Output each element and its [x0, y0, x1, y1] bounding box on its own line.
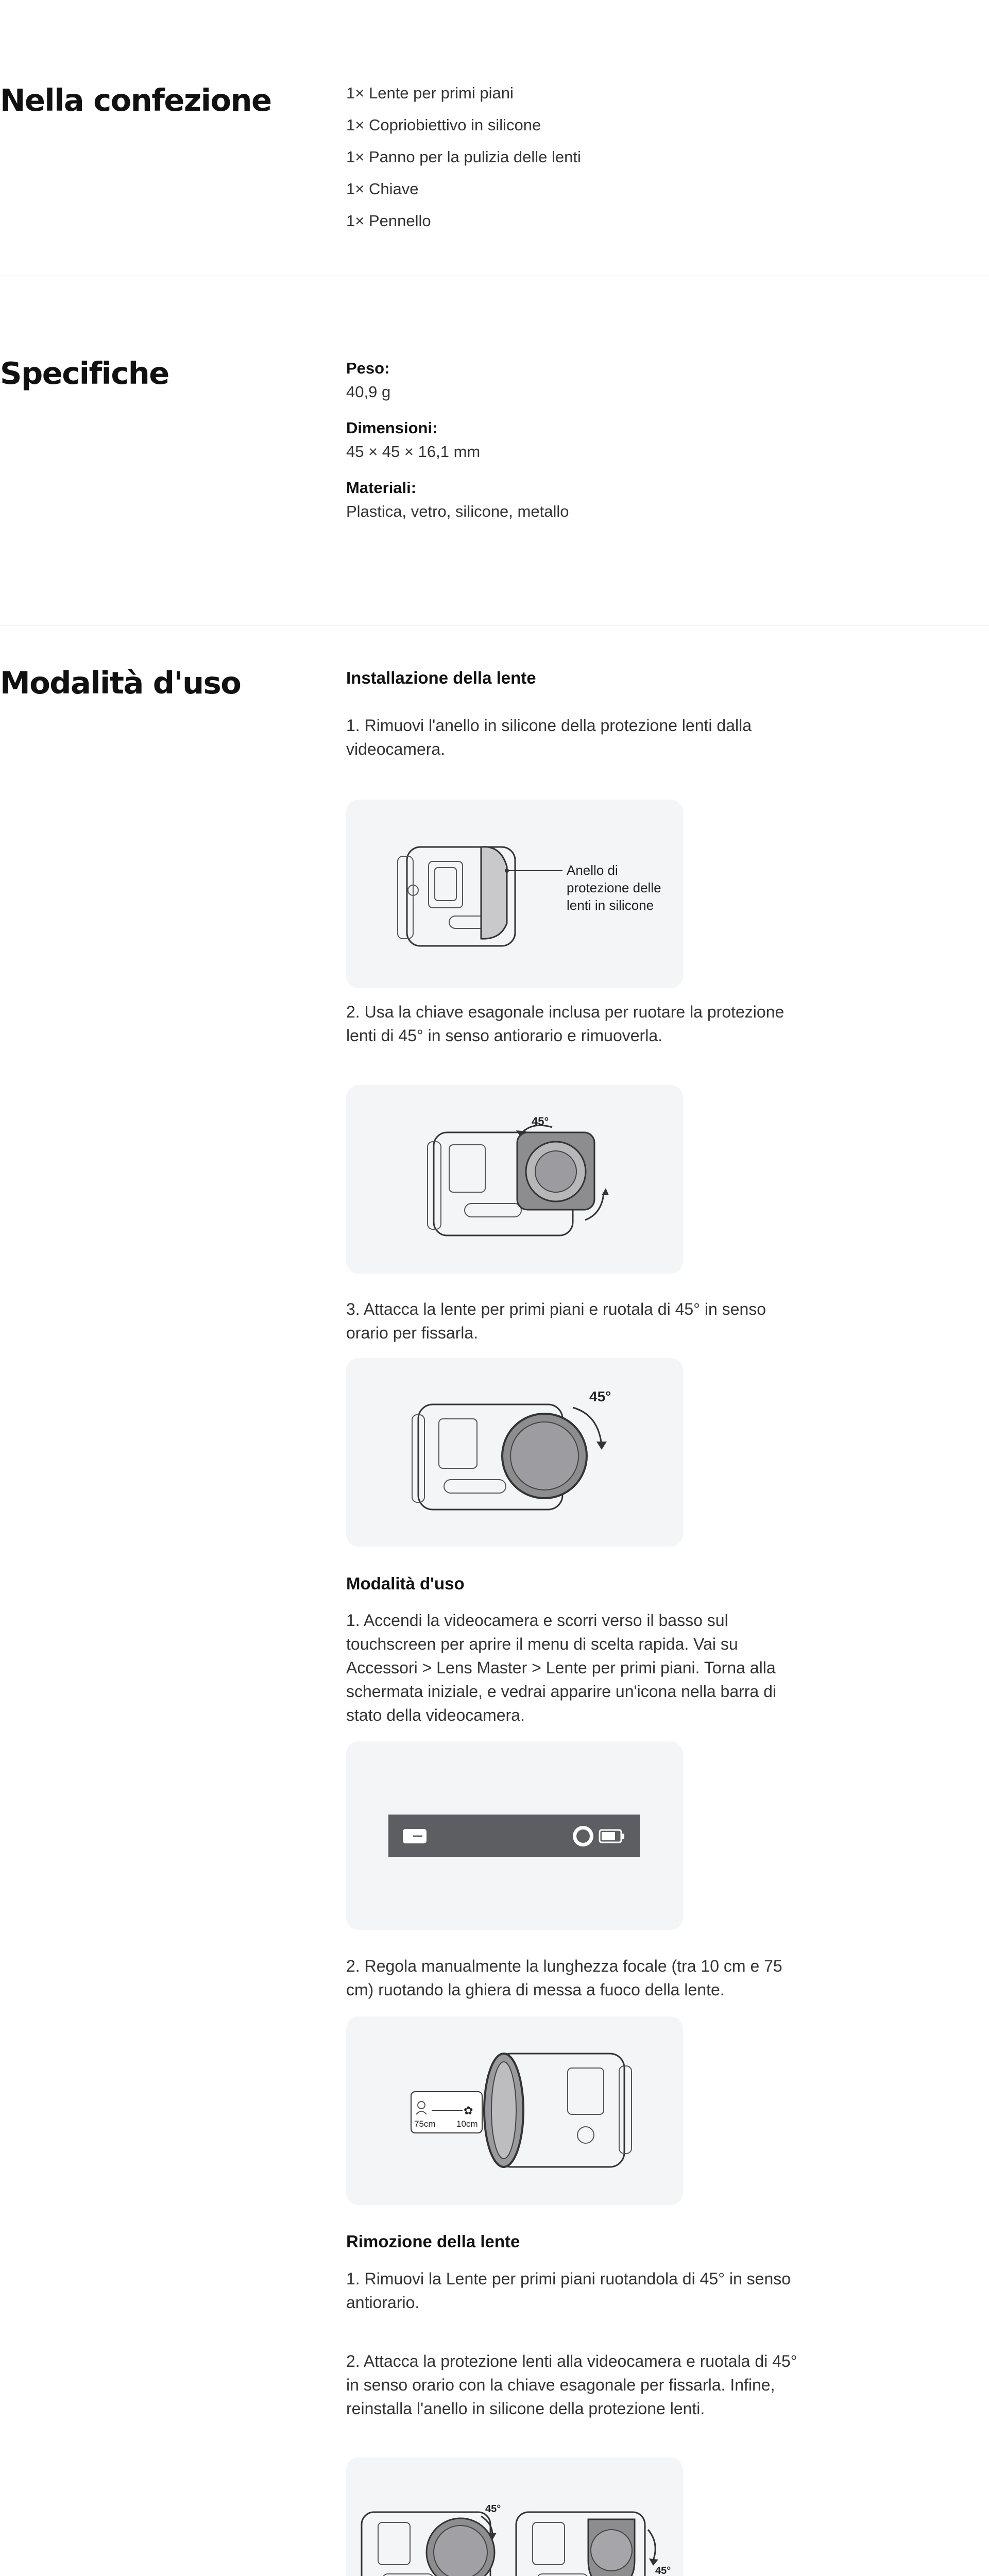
rotate-protector-illustration: [346, 1085, 683, 1274]
ring-callout-line-3: lenti in silicone: [567, 897, 654, 913]
spec-dimensions-label: Dimensioni:: [346, 419, 438, 437]
in-box-section: [0, 0, 989, 276]
install-image-2: [346, 1085, 683, 1274]
spec-materials-value: Plastica, vetro, silicone, metallo: [346, 502, 569, 520]
in-box-item: 1× Pennello: [346, 212, 431, 230]
protector-angle-label: 45°: [532, 1115, 549, 1128]
spec-weight-label: Peso:: [346, 359, 390, 377]
install-step-1: 1. Rimuovi l'anello in silicone della protezione lenti dalla videocamera.: [346, 716, 752, 758]
specs-title: Specifiche: [0, 355, 169, 391]
removal-image: [346, 2458, 683, 2576]
in-box-list: [346, 77, 789, 237]
in-box-item: 1× Chiave: [346, 180, 419, 198]
install-step-3: 3. Attacca la lente per primi piani e ruotala di 45° in senso orario per fissarla.: [346, 1300, 766, 1342]
in-box-item: 1× Panno per la pulizia delle lenti: [346, 148, 581, 166]
ring-callout-line-2: protezione delle: [567, 880, 661, 895]
install-image-3: [346, 1358, 683, 1547]
removal-heading: Rimozione della lente: [346, 2232, 520, 2251]
lens-angle-label: 45°: [589, 1388, 611, 1404]
remove-lens-illustration: [346, 2458, 683, 2576]
specs-section: [0, 276, 989, 626]
spec-dimensions-value: 45 × 45 × 16,1 mm: [346, 443, 481, 461]
usage-heading: Modalità d'uso: [346, 1574, 465, 1593]
usage-title: Modalità d'uso: [0, 665, 241, 701]
install-step-2: 2. Usa la chiave esagonale inclusa per ruotare la protezione lenti di 45° in senso antiorario e rimuoverla.: [346, 1003, 785, 1045]
removal-angle-b: 45°: [655, 2565, 671, 2576]
usage-step-1: 1. Accendi la videocamera e scorri verso il basso sul touchscreen per aprire il menu di scelta rapida. Vai su Accessori > Lens Master > Lente per primi piani. Torna alla schermata iniziale, e vedrai apparire un'icona nella barra di stato della videocamera.: [346, 1611, 777, 1724]
focus-near-label: 10cm: [456, 2119, 478, 2129]
removal-step-1: 1. Rimuovi la Lente per primi piani ruotandola di 45° in senso antiorario.: [346, 2269, 791, 2312]
spec-materials-label: Materiali:: [346, 479, 417, 497]
attach-lens-illustration: [346, 1358, 683, 1547]
focus-far-label: 75cm: [414, 2119, 436, 2129]
camera-ring-illustration: [346, 800, 683, 988]
svg-text:✿: ✿: [464, 2104, 473, 2117]
specs-list: [346, 357, 789, 536]
focus-ring-illustration: [346, 2016, 683, 2205]
ring-callout-line-1: Anello di: [567, 862, 618, 878]
usage-image-1: [346, 1741, 683, 1930]
in-box-item: 1× Lente per primi piani: [346, 84, 514, 102]
usage-image-2: [346, 2016, 683, 2205]
in-box-item: 1× Copriobiettivo in silicone: [346, 116, 541, 134]
removal-angle-a: 45°: [485, 2503, 501, 2515]
in-box-title: Nella confezione: [0, 82, 271, 118]
removal-step-2: 2. Attacca la protezione lenti alla videocamera e ruotala di 45° in senso orario con la chiave esagonale per fissarla. Infine, reinstalla l'anello in silicone della protezione lenti.: [346, 2352, 797, 2418]
usage-step-2: 2. Regola manualmente la lunghezza focale (tra 10 cm e 75 cm) ruotando la ghiera di messa a fuoco della lente.: [346, 1957, 782, 1999]
spec-weight-value: 40,9 g: [346, 383, 391, 401]
install-image-1: [346, 800, 683, 988]
install-heading: Installazione della lente: [346, 668, 536, 687]
status-bar-illustration: [346, 1741, 683, 1930]
